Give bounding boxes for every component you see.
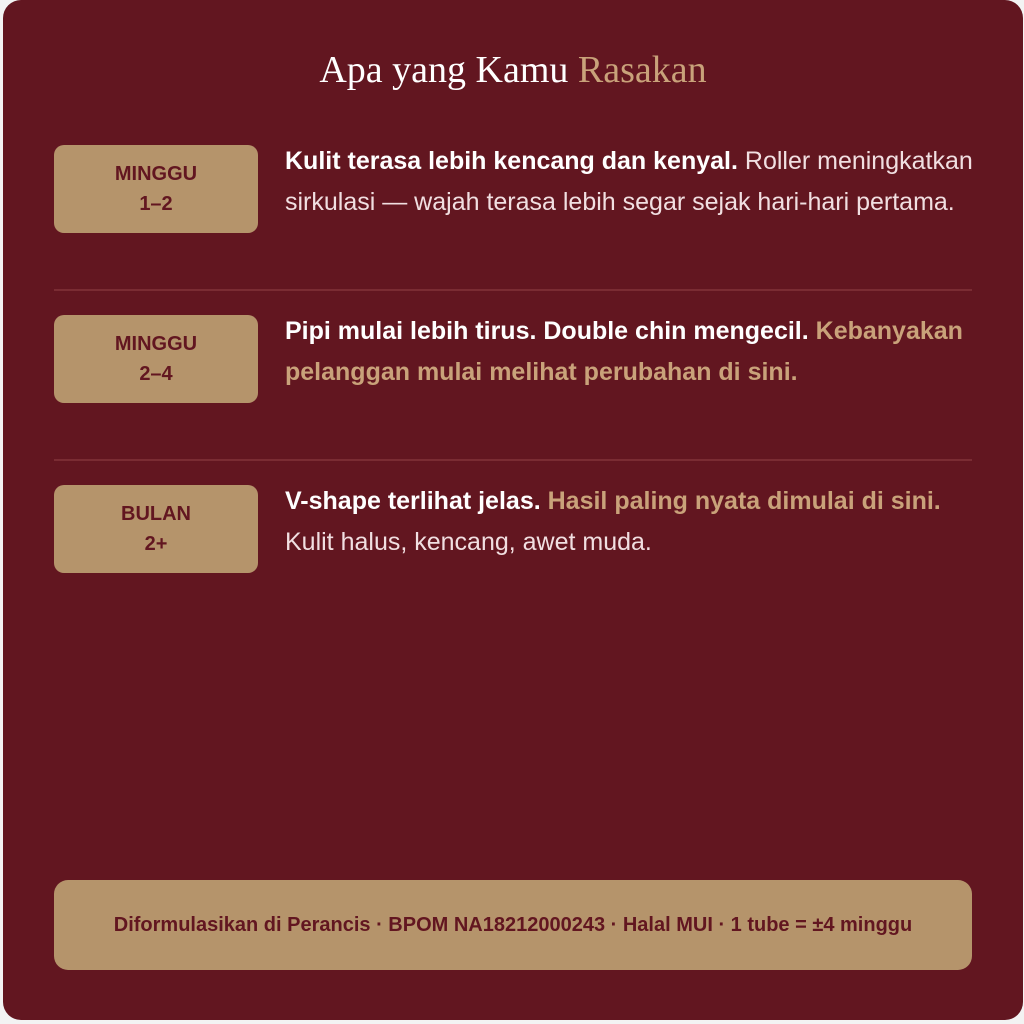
period-badge [54,315,258,403]
footer-text: Diformulasikan di Perancis · BPOM NA18212000243 · Halal MUI · 1 tube = ±4 minggu [113,914,913,936]
period-range: 2+ [144,533,168,555]
period-headline: Kulit terasa lebih kencang dan kenyal. [285,147,738,175]
section-title [3,44,1023,96]
period-range: 2–4 [139,363,173,385]
divider [54,459,972,461]
period-headline: Pipi mulai lebih tirus. Double chin mengecil. [285,317,809,345]
period-body: Roller meningkatkan sirkulasi — wajah terasa lebih segar sejak hari-hari pertama. [285,147,973,216]
product-info-footer [54,880,972,970]
period-badge [54,485,258,573]
period-headline: V-shape terlihat jelas. [285,487,541,515]
period-unit: MINGGU [114,163,198,185]
period-description [285,141,975,223]
period-description [285,311,975,393]
period-range: 1–2 [139,193,173,215]
results-card [3,0,1023,1020]
period-unit: BULAN [121,503,191,525]
title-accent: Rasakan [577,49,707,91]
period-highlight: Kebanyakan pelanggan mulai melihat perubahan di sini. [285,317,963,386]
period-badge [54,145,258,233]
title-main: Apa yang Kamu [319,49,569,91]
period-description [285,481,975,563]
period-highlight: Hasil paling nyata dimulai di sini. [540,487,941,515]
period-body: Kulit halus, kencang, awet muda. [285,528,652,556]
divider [54,289,972,291]
period-unit: MINGGU [114,333,198,355]
